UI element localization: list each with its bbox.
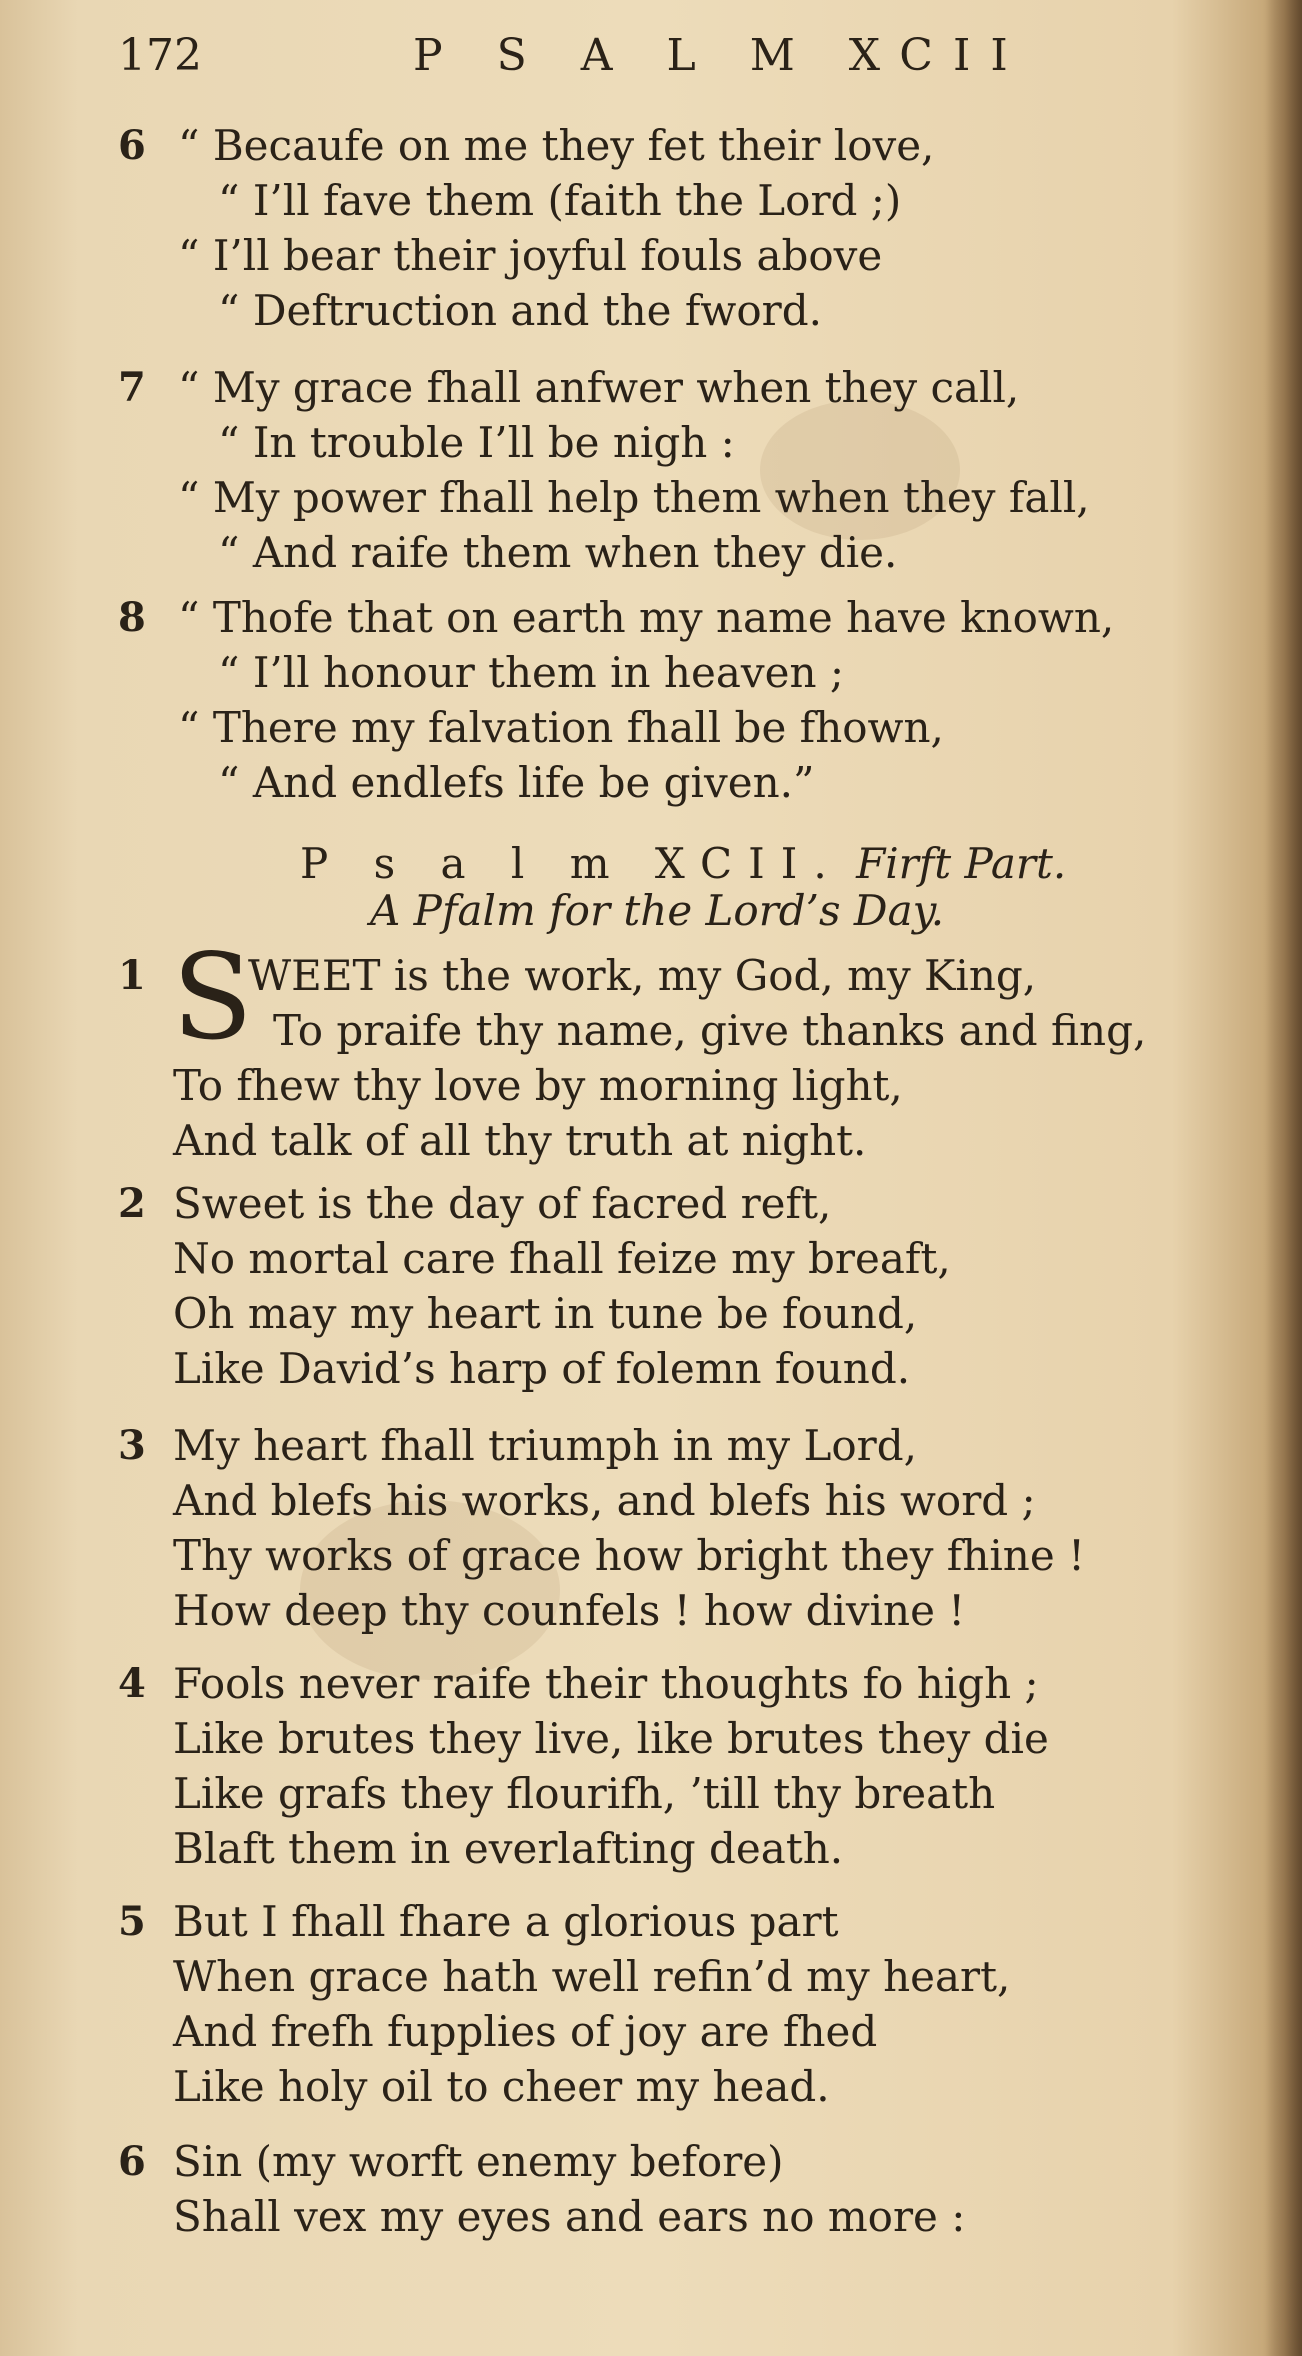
stanza-1 [118,948,1218,1168]
verse-line: “ In trouble I’ll be nigh : [218,418,735,467]
verse-number: 3 [118,1422,146,1469]
verse-line: “ My power fhall help them when they fall, [178,473,1090,522]
stanza-prev-6 [118,118,1218,338]
page-header [118,30,1118,100]
stanza-4 [118,1656,1218,1876]
verse-line: Like brutes they live, like brutes they die [173,1714,1049,1763]
psalm-subtitle: A Pfalm for the Lord’s Day. [370,886,945,935]
verse-number: 5 [118,1898,146,1945]
psalm-title: P s a l m XCII. [300,839,843,888]
verse-number: 6 [118,2138,146,2185]
verse-line: “ Becaufe on me they fet their love, [178,121,935,170]
verse-line: “ I’ll fave them (faith the Lord ;) [218,176,902,225]
verse-line: But I fhall fhare a glorious part [173,1897,839,1946]
stanza-3 [118,1418,1218,1638]
verse-line: WEET is the work, my God, my King, [248,951,1037,1000]
stanza-prev-8 [118,590,1218,810]
psalm-heading [300,836,1100,892]
verse-line: And frefh fupplies of joy are fhed [173,2007,878,2056]
stanza-prev-7 [118,360,1218,580]
verse-line: “ And raife them when they die. [218,528,898,577]
verse-line: “ And endlefs life be given.” [218,758,815,807]
verse-line: “ There my falvation fhall be fhown, [178,703,944,752]
verse-number: 4 [118,1660,146,1707]
verse-line: Like grafs they flourifh, ’till thy breath [173,1769,996,1818]
page-edge-shadow [1266,0,1302,2356]
verse-line: “ My grace fhall anfwer when they call, [178,363,1020,412]
running-title: P S A L M XCII [413,30,1028,81]
verse-line: “ Deftruction and the fword. [218,286,822,335]
verse-line: My heart fhall triumph in my Lord, [173,1421,917,1470]
verse-line: Shall vex my eyes and ears no more : [173,2192,966,2241]
verse-line: And blefs his works, and blefs his word ; [173,1476,1036,1525]
verse-number: 6 [118,122,146,169]
verse-number: 7 [118,364,146,411]
verse-line: Like holy oil to cheer my head. [173,2062,830,2111]
stanza-5 [118,1894,1218,2114]
verse-line: To fhew thy love by morning light, [173,1061,903,1110]
verse-number: 8 [118,594,146,641]
verse-line: Sin (my worft enemy before) [173,2137,784,2186]
verse-line: “ I’ll bear their joyful fouls above [178,231,883,280]
stanza-2 [118,1176,1218,1396]
verse-line: No mortal care fhall feize my breaft, [173,1234,951,1283]
verse-line: Fools never raife their thoughts fo high ; [173,1659,1039,1708]
drop-cap: S [172,928,253,1066]
verse-number: 1 [118,952,146,999]
verse-line: “ Thofe that on earth my name have known, [178,593,1115,642]
verse-line: And talk of all thy truth at night. [173,1116,867,1165]
verse-line: Sweet is the day of facred reft, [173,1179,832,1228]
verse-line: Blaft them in everlafting death. [173,1824,844,1873]
verse-line: “ I’ll honour them in heaven ; [218,648,845,697]
verse-number: 2 [118,1180,146,1227]
verse-line: Thy works of grace how bright they fhine ! [173,1531,1085,1580]
verse-line: Oh may my heart in tune be found, [173,1289,918,1338]
psalm-part: Firft Part. [856,839,1067,888]
verse-line: To praife thy name, give thanks and fing, [273,1006,1147,1055]
verse-line: When grace hath well refin’d my heart, [173,1952,1011,2001]
stanza-6 [118,2134,1218,2244]
page-number: 172 [118,30,202,81]
verse-line: Like David’s harp of folemn found. [173,1344,911,1393]
verse-line: How deep thy counfels ! how divine ! [173,1586,966,1635]
